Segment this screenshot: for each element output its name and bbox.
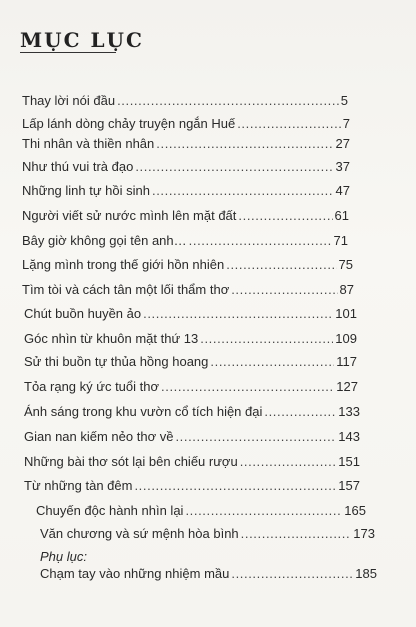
toc-entry-page: 5 — [340, 93, 348, 108]
toc-entry — [24, 331, 357, 347]
toc-leader-dots — [117, 93, 339, 109]
toc-entry-title: Tỏa rạng ký ức tuổi thơ — [24, 379, 160, 394]
toc-entry — [22, 159, 350, 175]
toc-entry — [24, 379, 358, 395]
toc-entry-page: 75 — [338, 257, 353, 272]
toc-entry-page: 7 — [342, 116, 350, 131]
toc-entry — [22, 136, 350, 152]
toc-entry-page: 71 — [333, 233, 348, 248]
toc-leader-dots — [231, 282, 337, 298]
toc-entry-page: 101 — [335, 306, 357, 321]
toc-entry — [40, 526, 375, 542]
toc-entry-title: Thay lời nói đầu — [22, 93, 116, 108]
toc-entry-page: 117 — [336, 354, 357, 369]
toc-entry-page: 185 — [355, 566, 377, 581]
toc-leader-dots — [189, 233, 332, 249]
toc-entry-title: Như thú vui trà đạo — [22, 159, 134, 174]
toc-leader-dots — [152, 183, 334, 199]
toc-entry-page: 165 — [344, 503, 366, 518]
toc-entry-title: Sử thi buồn tự thủa hồng hoang — [24, 354, 209, 369]
toc-entry — [22, 282, 354, 298]
toc-entry — [22, 93, 348, 109]
toc-leader-dots — [226, 257, 336, 273]
toc-entry — [22, 116, 350, 132]
toc-leader-dots — [240, 454, 337, 470]
toc-leader-dots — [156, 136, 333, 152]
toc-entry-page: 109 — [335, 331, 357, 346]
toc-entry — [22, 257, 353, 273]
toc-leader-dots — [238, 208, 332, 224]
page-title: MỤC LỤC — [20, 28, 144, 52]
toc-entry-title: Chạm tay vào những nhiệm mầu — [40, 566, 230, 581]
toc-entry-page: 27 — [335, 136, 350, 151]
toc-entry-title: Gian nan kiếm nẻo thơ về — [24, 429, 174, 444]
toc-entry-page: 173 — [353, 526, 375, 541]
toc-leader-dots — [241, 526, 352, 542]
toc-entry-title: Lấp lánh dòng chảy truyện ngắn Huế — [22, 116, 236, 131]
toc-entry-title: Tìm tòi và cách tân một lối thẩm thơ — [22, 282, 230, 297]
toc-leader-dots — [231, 566, 353, 582]
toc-leader-dots — [161, 379, 334, 395]
toc-entry-title: Chút buồn huyền ảo — [24, 306, 142, 321]
toc-leader-dots — [134, 478, 336, 494]
toc-entry — [24, 404, 360, 420]
toc-entry-title: Lặng mình trong thế giới hồn nhiên — [22, 257, 225, 272]
toc-entry — [24, 306, 357, 322]
toc-entry — [22, 183, 350, 199]
toc-entry-title: Góc nhìn từ khuôn mặt thứ 13 — [24, 331, 199, 346]
toc-entry-page: 61 — [334, 208, 349, 223]
toc-entry-page: 37 — [335, 159, 350, 174]
toc-entry — [24, 454, 360, 470]
toc-entry — [22, 208, 349, 224]
toc-entry-title: Ánh sáng trong khu vườn cổ tích hiện đại — [24, 404, 263, 419]
toc-entry — [36, 503, 366, 519]
toc-entry-page: 151 — [338, 454, 360, 469]
toc-leader-dots — [200, 331, 333, 347]
toc-entry-title: Từ những tàn đêm — [24, 478, 133, 493]
toc-entry-title: Những linh tự hồi sinh — [22, 183, 150, 198]
toc-leader-dots — [264, 404, 336, 420]
toc-entry-title: Những bài thơ sót lại bên chiếu rượu — [24, 454, 238, 469]
appendix-label: Phụ lục: — [40, 549, 87, 564]
toc-leader-dots — [237, 116, 341, 132]
toc-entry-appendix — [40, 566, 377, 582]
toc-leader-dots — [175, 429, 336, 445]
toc-leader-dots — [185, 503, 342, 519]
toc-leader-dots — [143, 306, 333, 322]
toc-entry-page: 157 — [338, 478, 360, 493]
toc-entry — [24, 354, 357, 370]
toc-entry — [22, 233, 348, 249]
toc-entry-page: 143 — [338, 429, 360, 444]
toc-entry-title: Người viết sử nước mình lên mặt đất — [22, 208, 237, 223]
toc-entry — [24, 478, 360, 494]
toc-entry-page: 127 — [336, 379, 358, 394]
toc-entry-title: Thi nhân và thiền nhân — [22, 136, 155, 151]
toc-entry — [24, 429, 360, 445]
toc-leader-dots — [135, 159, 333, 175]
toc-leader-dots — [210, 354, 334, 370]
toc-entry-page: 47 — [335, 183, 350, 198]
toc-entry-title: Bây giờ không gọi tên anh… — [22, 233, 187, 248]
toc-entry-page: 133 — [338, 404, 360, 419]
toc-entry-page: 87 — [339, 282, 354, 297]
toc-entry-title: Chuyến độc hành nhìn lại — [36, 503, 184, 518]
toc-entry-title: Văn chương và sứ mệnh hòa bình — [40, 526, 239, 541]
